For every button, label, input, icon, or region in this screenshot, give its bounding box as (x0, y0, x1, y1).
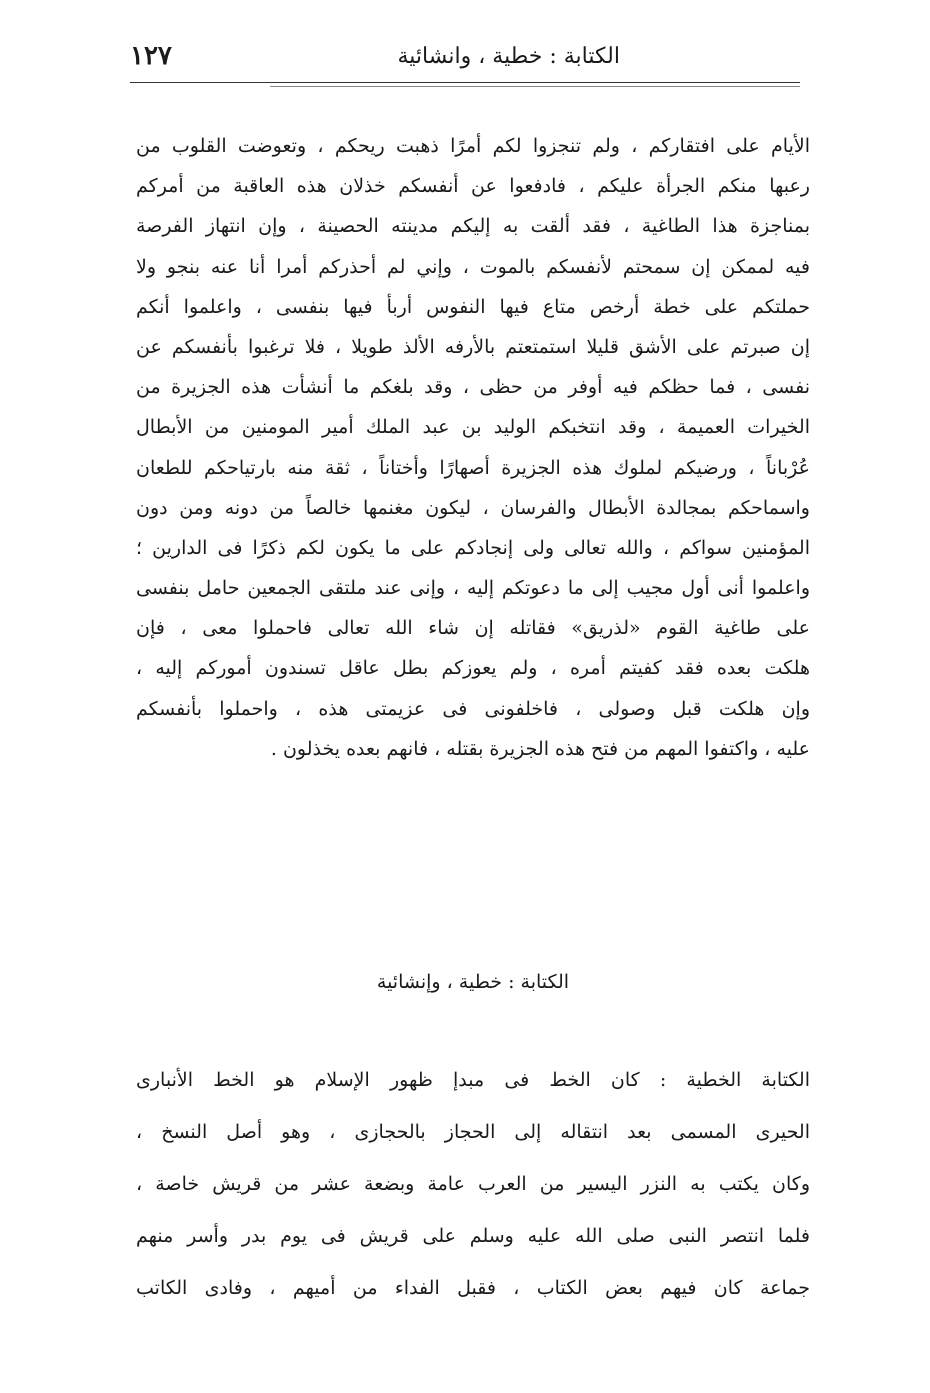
text-line: واعلموا أنى أول مجيب إلى ما دعوتكم إليه ، وإنى عند ملتقى الجمعين حامل بنفسى (136, 577, 810, 600)
text-line: عُرْباناً ، ورضيكم لملوك هذه الجزيرة أصهارًا وأختاناً ، ثقة منه بارتياحكم للطعان (136, 456, 810, 479)
header-rule (130, 82, 800, 83)
text-line: هلكت بعده فقد كفيتم أمره ، ولم يعوزكم بطل عاقل تسندون أموركم إليه ، (136, 657, 810, 680)
text-line: فلما انتصر النبى صلى الله عليه وسلم على قريش فى يوم بدر وأسر منهم (136, 1225, 810, 1247)
text-line: الخيرات العميمة ، وقد انتخبكم الوليد بن عبد الملك أمير المومنين من الأبطال (136, 416, 810, 439)
running-head (130, 34, 800, 78)
text-line: وكان يكتب به النزر اليسير من العرب عامة وبضعة عشر من قريش خاصة ، (136, 1173, 810, 1195)
text-line: الكتابة الخطية : كان الخط فى مبدإ ظهور الإسلام هو الخط الأنبارى (136, 1069, 810, 1091)
text-line-last: عليه ، واكتفوا المهم من فتح هذه الجزيرة بقتله ، فانهم بعده يخذلون . (270, 737, 810, 760)
text-line: بمناجزة هذا الطاغية ، فقد ألقت به إليكم مدينته الحصينة ، وإن انتهاز الفرصة (136, 215, 810, 238)
text-line: وإن هلكت قبل وصولى ، فاخلفونى فى عزيمتى هذه ، واحملوا بأنفسكم (136, 697, 810, 720)
running-title: الكتابة : خطية ، وانشائية (397, 43, 620, 69)
text-line: نفسى ، فما حظكم فيه أوفر من حظى ، وقد بلغكم ما أنشأت هذه الجزيرة من (136, 376, 810, 399)
paragraph-writing (136, 1054, 810, 1314)
text-line: فيه لممكن إن سمحتم لأنفسكم بالموت ، وإني لم أحذركم أمرا أنا عنه بنجو ولا (136, 255, 810, 278)
text-line: إن صبرتم على الأشق قليلا استمتعتم بالأرفه الألذ طويلا ، فلا ترغبوا بأنفسكم عن (136, 335, 810, 358)
text-line: واسماحكم بمجالدة الأبطال والفرسان ، ليكون مغنمها خالصاً من دونه ومن دون (136, 496, 810, 519)
header-rule-secondary (270, 86, 800, 87)
section-heading: الكتابة : خطية ، وإنشائية (376, 971, 570, 993)
text-line: على طاغية القوم «لذريق» فقاتله إن شاء الله تعالى فاحملوا معى ، فإن (136, 617, 810, 640)
text-line: حملتكم على خطة أرخص متاع فيها النفوس أربأ فيها بنفسى ، واعلموا أنكم (136, 295, 810, 318)
text-line: الأيام على افتقاركم ، ولم تنجزوا لكم أمرًا ذهبت ريحكم ، وتعوضت القلوب من (136, 135, 810, 157)
paragraph-speech (136, 126, 810, 769)
text-line: رعبها منكم الجرأة عليكم ، فادفعوا عن أنفسكم خذلان هذه العاقبة من أمركم (136, 175, 810, 198)
page-number: ١٢٧ (130, 41, 172, 71)
text-line: جماعة كان فيهم بعض الكتاب ، فقبل الفداء من أميهم ، وفادى الكاتب (136, 1277, 810, 1299)
text-line: الحيرى المسمى بعد انتقاله إلى الحجاز بالحجازى ، وهو أصل النسخ ، (136, 1121, 810, 1143)
text-line: المؤمنين سواكم ، والله تعالى ولى إنجادكم على ما يكون لكم ذكرًا فى الدارين ؛ (136, 536, 810, 559)
